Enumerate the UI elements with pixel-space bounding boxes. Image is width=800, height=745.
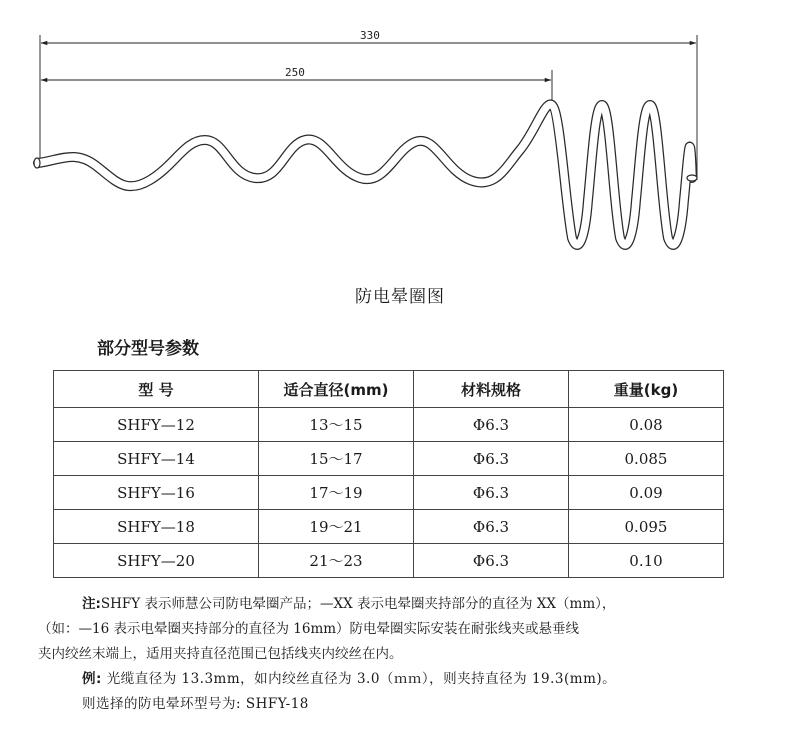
wire-end-left: [34, 158, 40, 168]
cell-model: SHFY—14: [54, 442, 259, 476]
example-line-1: [38, 667, 778, 692]
cell-weight: 0.09: [569, 476, 724, 510]
cell-model: SHFY—16: [54, 476, 259, 510]
wire-end-right: [687, 175, 697, 181]
table-row: [54, 476, 724, 510]
parameter-table: [53, 370, 724, 578]
table-header-row: [54, 371, 724, 408]
cell-diameter: 15～17: [259, 442, 414, 476]
table-row: [54, 408, 724, 442]
cell-material: Φ6.3: [414, 442, 569, 476]
example-line-2: 则选择的防电晕环型号为: SHFY-18: [82, 696, 309, 712]
cell-weight: 0.10: [569, 544, 724, 578]
table-row: [54, 544, 724, 578]
corona-ring-wire: [34, 104, 697, 244]
drawing-caption: 防电晕圈图: [355, 287, 445, 307]
example-text-1: 光缆直径为 13.3mm，如内绞丝直径为 3.0（ｍｍ），则夹持直径为 19.3(mm)。: [106, 671, 617, 687]
cell-weight: 0.08: [569, 408, 724, 442]
header-model: 型 号: [54, 371, 259, 408]
section-title: 部分型号参数: [97, 339, 199, 359]
cell-material: Φ6.3: [414, 408, 569, 442]
dimension-label-330: 330: [360, 29, 380, 42]
table-row: [54, 442, 724, 476]
example-lead: 例:: [82, 671, 102, 687]
cell-weight: 0.085: [569, 442, 724, 476]
cell-material: Φ6.3: [414, 476, 569, 510]
cell-model: SHFY—20: [54, 544, 259, 578]
note-line-1: [38, 592, 778, 617]
corona-ring-drawing: [0, 0, 800, 270]
note-line-2: （如：—16 表示电晕圈夹持部分的直径为 16mm）防电晕圈实际安装在耐张线夹或悬垂线: [38, 621, 580, 637]
cell-diameter: 17～19: [259, 476, 414, 510]
table-row: [54, 510, 724, 544]
note-lead: 注:: [82, 596, 101, 612]
note-text-1: SHFY 表示师慧公司防电晕圈产品；—XX 表示电晕圈夹持部分的直径为 XX（mm），: [100, 596, 616, 612]
cell-model: SHFY—12: [54, 408, 259, 442]
note-line-3: 夹内绞丝末端上，适用夹持直径范围已包括线夹内绞丝在内。: [38, 646, 403, 662]
cell-diameter: 21～23: [259, 544, 414, 578]
cell-model: SHFY—18: [54, 510, 259, 544]
dimension-label-250: 250: [285, 66, 305, 79]
cell-weight: 0.095: [569, 510, 724, 544]
header-weight: 重量(kg): [569, 371, 724, 408]
cell-material: Φ6.3: [414, 510, 569, 544]
cell-diameter: 13～15: [259, 408, 414, 442]
header-material: 材料规格: [414, 371, 569, 408]
cell-material: Φ6.3: [414, 544, 569, 578]
header-diameter: 适合直径(mm): [259, 371, 414, 408]
notes-section: [38, 592, 778, 717]
cell-diameter: 19～21: [259, 510, 414, 544]
